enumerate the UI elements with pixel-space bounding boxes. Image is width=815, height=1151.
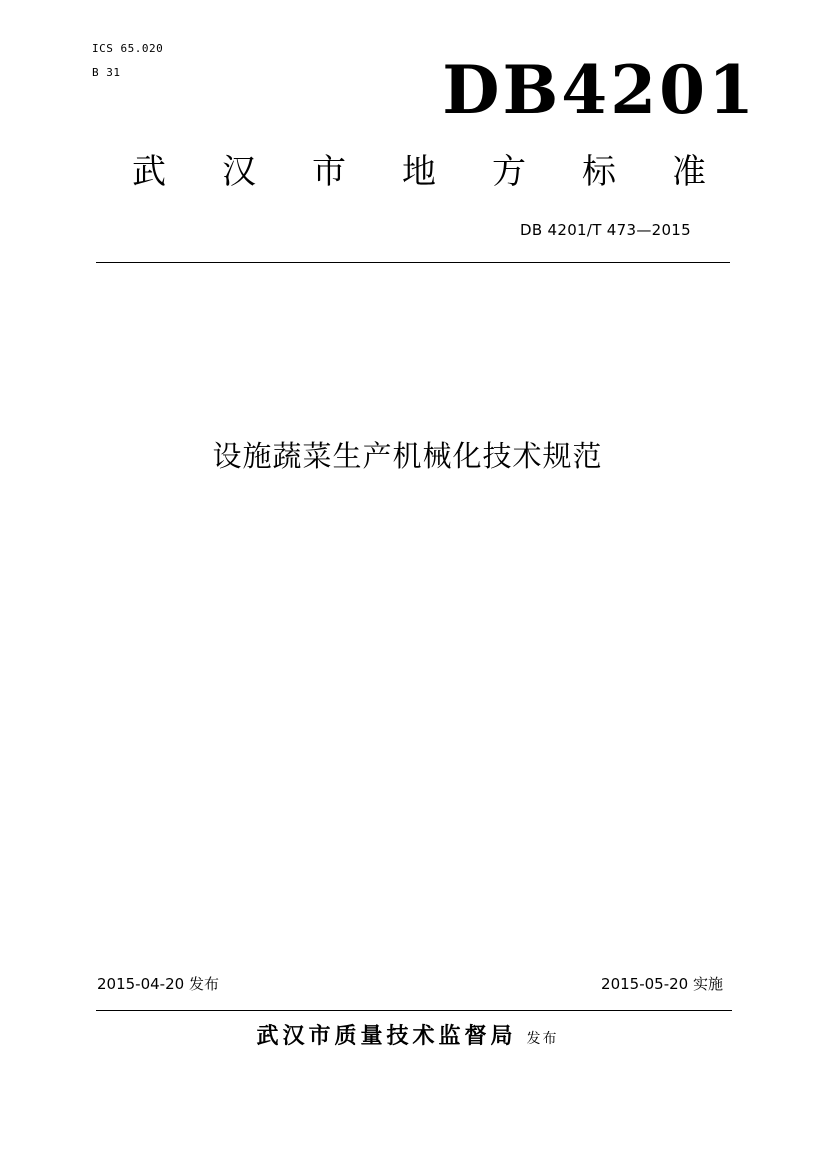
publisher-name: 武汉市质量技术监督局 [256, 1024, 517, 1049]
standard-type-char: 汉 [222, 152, 256, 192]
top-divider [96, 262, 730, 263]
ccs-code: B 31 [92, 66, 121, 79]
standard-type-char: 武 [132, 152, 166, 192]
standard-type-char: 标 [582, 152, 616, 192]
standard-type-char: 地 [402, 152, 436, 192]
standard-code-logo: DB4201 [442, 51, 757, 129]
publisher-suffix: 发布 [526, 1031, 559, 1047]
bottom-divider [96, 1010, 732, 1011]
standard-type-heading [96, 146, 736, 198]
standard-number: DB 4201/T 473—2015 [520, 221, 691, 239]
publisher-line [0, 1020, 815, 1056]
standard-type-char: 市 [312, 152, 346, 192]
ics-code: ICS 65.020 [92, 42, 164, 55]
standard-type-char: 方 [492, 152, 526, 192]
implementation-date: 2015-05-20 实施 [601, 975, 723, 993]
document-title: 设施蔬菜生产机械化技术规范 [212, 439, 603, 473]
standard-type-char: 准 [672, 152, 706, 192]
issue-date: 2015-04-20 发布 [97, 975, 219, 993]
